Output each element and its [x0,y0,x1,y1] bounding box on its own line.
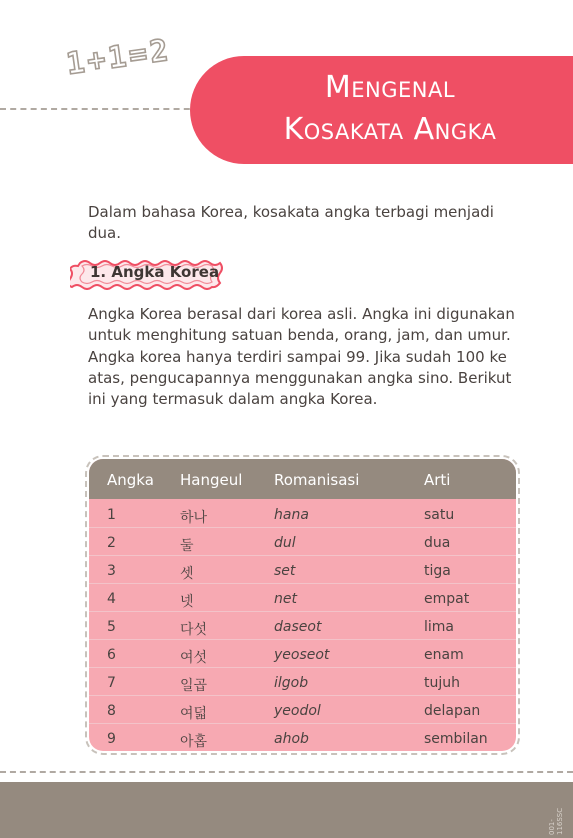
cell-number: 4 [107,591,116,607]
cell-number: 6 [107,647,116,663]
cell-meaning: enam [424,647,464,663]
cell-romanization: net [274,591,297,607]
cell-hangeul: 아홉 [180,734,208,750]
header-hangeul: Hangeul [180,471,243,489]
cell-romanization: dul [274,535,296,551]
side-code: 001-116SSC [548,807,564,835]
table-header [89,459,516,499]
cell-number: 1 [107,507,116,523]
title-line-1: Mengenal [324,70,456,105]
cell-romanization: daseot [274,619,322,635]
cell-meaning: lima [424,619,454,635]
cell-meaning: tujuh [424,675,460,691]
intro-text: Dalam bahasa Korea, kosakata angka terbagi menjadi dua. [88,203,494,242]
dashed-divider-bottom [0,771,573,773]
cell-hangeul: 하나 [180,510,208,526]
dashed-divider-left [0,108,200,110]
cell-romanization: yeoseot [274,647,330,663]
table-row [89,725,516,751]
cell-hangeul: 다섯 [180,622,208,638]
cell-hangeul: 넷 [180,594,194,610]
table-row [89,585,516,612]
cell-meaning: satu [424,507,455,523]
cell-hangeul: 셋 [180,566,194,582]
cell-romanization: hana [274,507,309,523]
cell-romanization: set [274,563,296,579]
header-romanisasi: Romanisasi [274,471,360,489]
body-paragraph: Angka Korea berasal dari korea asli. Angka ini digunakan untuk menghitung satuan benda, orang, jam, dan umur. Angka korea hanya terdiri sampai 99. Jika sudah 100 ke atas, pengucapannya menggunakan angka sino. Berikut ini yang termasuk dalam angka Korea. [88,305,515,409]
numbers-table [89,459,516,751]
table-row [89,641,516,668]
cell-romanization: yeodol [274,703,321,719]
cell-meaning: sembilan [424,731,488,747]
cell-number: 8 [107,703,116,719]
section-badge [70,258,230,290]
cell-meaning: dua [424,535,451,551]
table-row [89,613,516,640]
decoration-math: 1+1=2 [64,32,174,83]
cell-number: 7 [107,675,116,691]
cell-romanization: ahob [274,731,309,747]
cell-romanization: ilgob [274,675,309,691]
cell-meaning: empat [424,591,470,607]
section-heading: 1. Angka Korea [90,263,220,281]
title-banner [190,56,573,164]
cell-hangeul: 여덟 [180,706,208,722]
cell-hangeul: 일곱 [180,678,208,694]
table-row [89,669,516,696]
cell-hangeul: 둘 [180,538,194,554]
table-row [89,557,516,584]
header-angka: Angka [107,471,154,489]
cell-number: 9 [107,731,116,747]
cell-meaning: tiga [424,563,451,579]
footer-band [0,782,573,838]
cell-number: 2 [107,535,116,551]
cell-number: 3 [107,563,116,579]
cell-meaning: delapan [424,703,481,719]
cell-number: 5 [107,619,116,635]
table-row [89,697,516,724]
table-row [89,529,516,556]
cell-hangeul: 여섯 [180,650,208,666]
header-arti: Arti [424,471,451,489]
table-row [89,501,516,528]
title-line-2: Kosakata Angka [283,112,497,147]
